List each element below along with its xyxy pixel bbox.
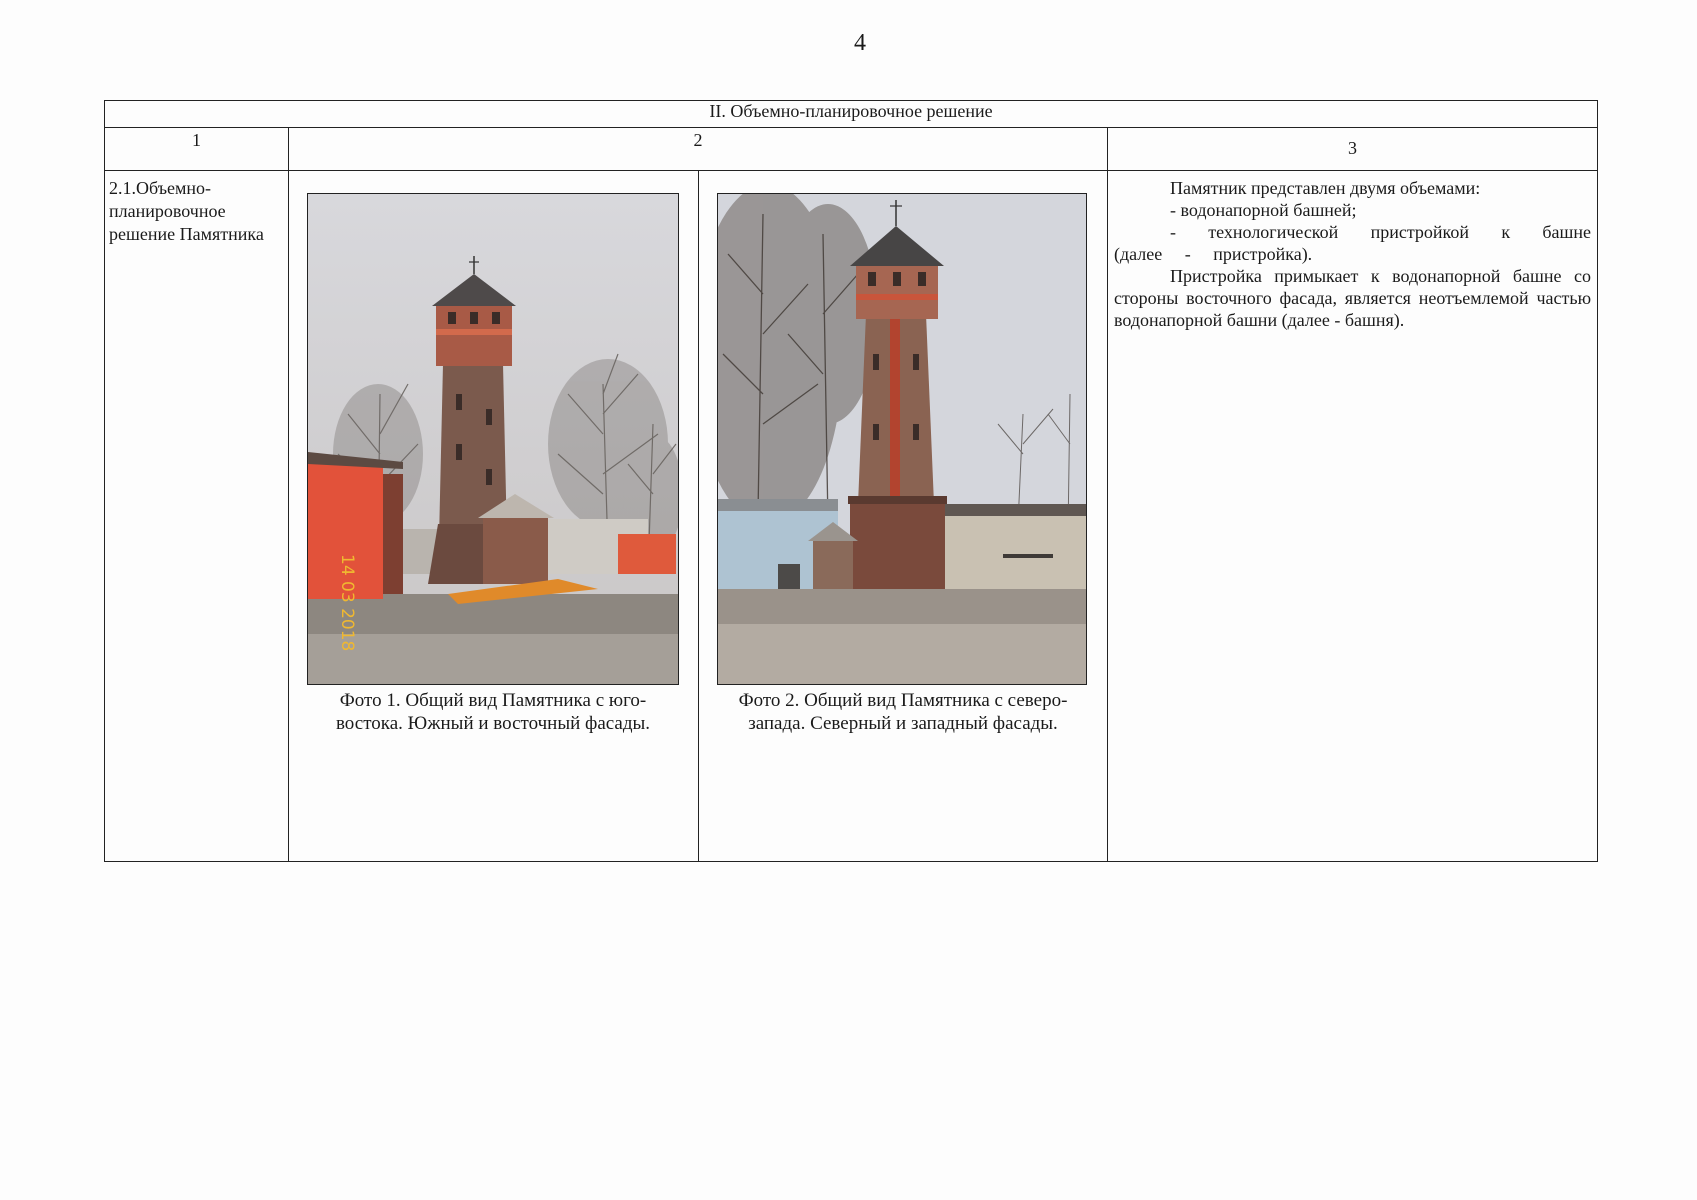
description-bullet-1: - водонапорной башней; [1170, 200, 1357, 221]
description-intro: Памятник представлен двумя объемами: [1170, 178, 1481, 199]
photo-1-caption: Фото 1. Общий вид Памятника с юго-востока. Южный и восточный фасады. [335, 690, 651, 735]
photo-2-caption: Фото 2. Общий вид Памятника с северо-запада. Северный и западный фасады. [738, 690, 1068, 735]
photo-cell-2 [699, 171, 1108, 862]
column-number-1: 1 [105, 128, 289, 171]
column-number-3: 3 [1108, 128, 1598, 171]
description-bullet-2: - технологической пристройкой к башне (далее - пристройка). [1114, 222, 1592, 265]
photo-cell-1 [289, 171, 699, 862]
section-table [104, 100, 1598, 862]
photo-1 [307, 193, 679, 685]
description-paragraph-2: Пристройка примыкает к водонапорной башне со стороны восточного фасада, является неотъемлемой частью водонапорной башни (далее - башня). [1114, 266, 1592, 331]
page-number: 4 [854, 30, 866, 56]
row-label: 2.1.Объемно-планировочное решение Памятника [105, 171, 289, 862]
photo-date-stamp: 14 03 2018 [337, 554, 357, 652]
description-cell [1108, 171, 1598, 862]
section-title: II. Объемно-планировочное решение [105, 101, 1598, 128]
photo-2 [717, 193, 1087, 685]
column-number-2: 2 [289, 128, 1108, 171]
